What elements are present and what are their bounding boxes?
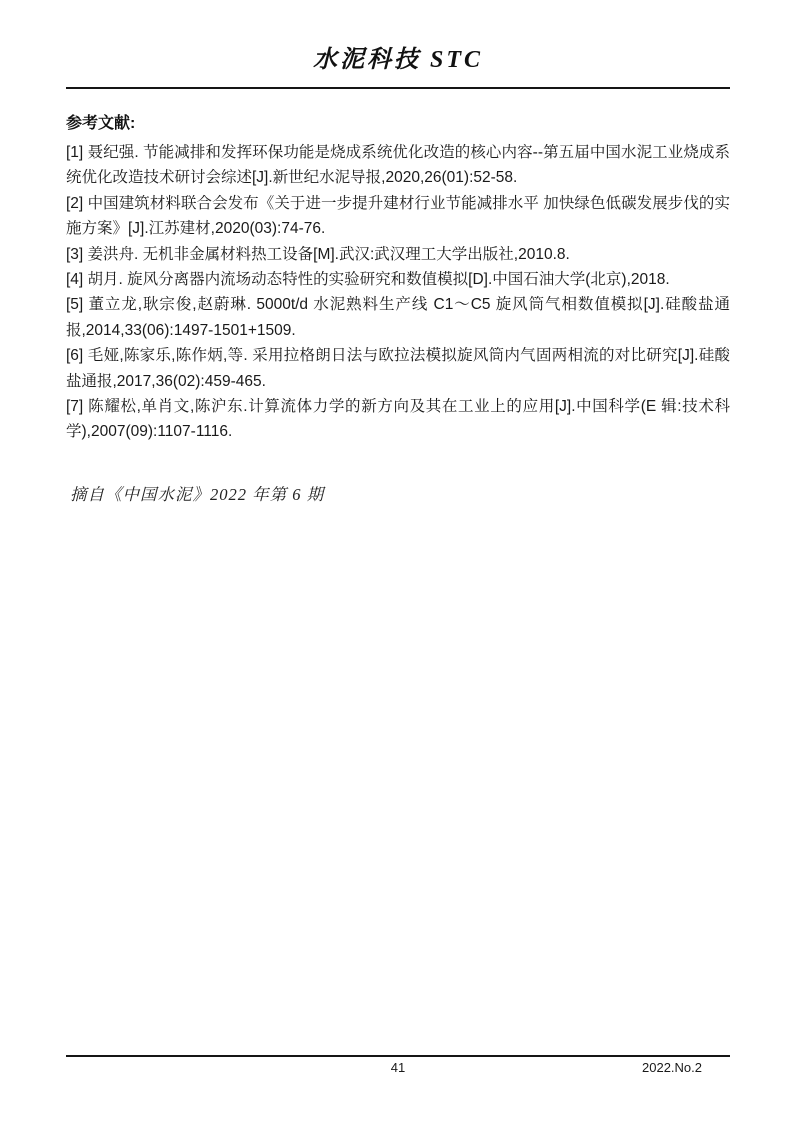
page-number: 41	[390, 1060, 406, 1075]
reference-item-2: [2] 中国建筑材料联合会发布《关于进一步提升建材行业节能减排水平 加快绿色低碳发展步伐的实施方案》[J].江苏建材,2020(03):74-76.	[66, 194, 730, 238]
reference-item-5: [5] 董立龙,耿宗俊,赵蔚琳. 5000t/d 水泥熟料生产线 C1～C5 旋风筒气相数值模拟[J].硅酸盐通报,2014,33(06):1497-1501+1509.	[66, 296, 730, 339]
reference-item-7: [7] 陈耀松,单肖文,陈沪东.计算流体力学的新方向及其在工业上的应用[J].中国科学(E 辑:技术科学),2007(09):1107-1116.	[66, 398, 730, 441]
page-footer	[66, 1055, 730, 1079]
reference-item-6: [6] 毛娅,陈家乐,陈作炳,等. 采用拉格朗日法与欧拉法模拟旋风筒内气固两相流的对比研究[J].硅酸盐通报,2017,36(02):459-465.	[66, 347, 730, 390]
footer-inner	[66, 1060, 730, 1079]
journal-title: 水泥科技 STC	[312, 47, 483, 73]
reference-item-1: [1] 聂纪强. 节能减排和发挥环保功能是烧成系统优化改造的核心内容--第五届中国水泥工业烧成系统优化改造技术研讨会综述[J].新世纪水泥导报,2020,26(01):52-58.	[66, 144, 730, 187]
references-heading: 参考文献:	[66, 115, 136, 132]
references-section	[66, 110, 730, 505]
source-note: 摘自《中国水泥》2022 年第 6 期	[70, 484, 325, 504]
issue-label: 2022.No.2	[642, 1060, 702, 1075]
reference-item-3: [3] 姜洪舟. 无机非金属材料热工设备[M].武汉:武汉理工大学出版社,2010.8.	[66, 245, 570, 263]
page-header	[66, 0, 730, 89]
reference-list	[66, 140, 730, 445]
reference-item-4: [4] 胡月. 旋风分离器内流场动态特性的实验研究和数值模拟[D].中国石油大学(北京),2018.	[66, 271, 670, 289]
